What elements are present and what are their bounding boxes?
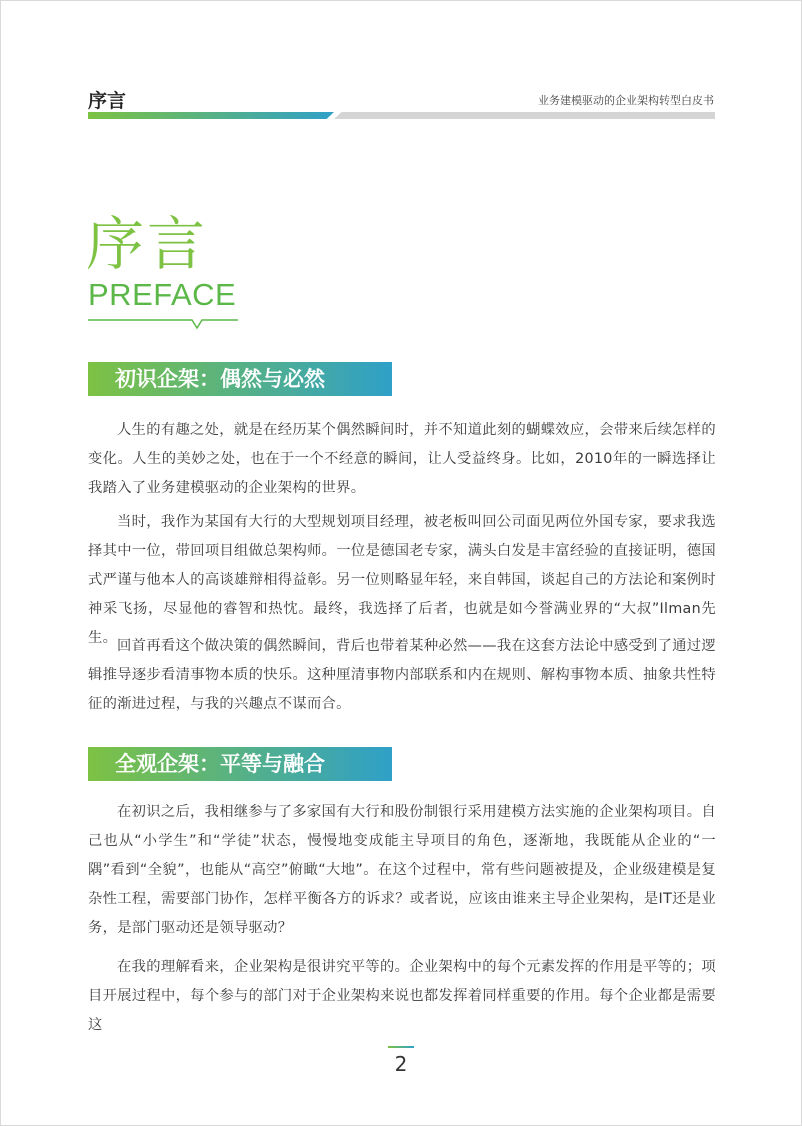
section-2-paragraph-2: 在我的理解看来，企业架构是很讲究平等的。企业架构中的每个元素发挥的作用是平等的；项目开展过程中，每个参与的部门对于企业架构来说也都发挥着同样重要的作用。每个企业都是需要这 [88,959,716,1033]
section-1-paragraph-3: 回首再看这个做决策的偶然瞬间，背后也带着某种必然——我在这套方法论中感受到了通过逻辑推导逐步看清事物本质的快乐。这种厘清事物内部联系和内在规则、解构事物本质、抽象共性特征的渐进过程，与我的兴趣点不谋而合。 [88,638,716,712]
page-number-accent [388,1046,414,1048]
section-heading-1: 初识企架：偶然与必然 [88,362,392,396]
header-divider-bar [334,112,715,119]
section-2-paragraph-1: 在初识之后，我相继参与了多家国有大行和股份制银行采用建模方法实施的企业架构项目。自己也从“小学生”和“学徒”状态，慢慢地变成能主导项目的角色，逐渐地，我既能从企业的“一隅”看到“全貌”，也能从“高空”俯瞰“大地”。在这个过程中，常有些问题被提及，企业级建模是复杂性工程，需要部门协作，怎样平衡各方的诉求？或者说，应该由谁来主导企业架构，是IT还是业务，是部门驱动还是领导驱动？ [88,804,716,936]
page-subtitle: PREFACE [88,277,237,312]
speech-bubble-underline-icon [88,312,240,332]
section-1-paragraph-1: 人生的有趣之处，就是在经历某个偶然瞬间时，并不知道此刻的蝴蝶效应，会带来后续怎样的变化。人生的美妙之处，也在于一个不经意的瞬间，让人受益终身。比如，2010年的一瞬选择让我踏入了业务建模驱动的企业架构的世界。 [88,422,716,496]
page-number: 2 [394,1052,408,1076]
page-title: 序言 [86,210,209,278]
header-subtitle: 业务建模驱动的企业架构转型白皮书 [538,94,714,107]
section-1-paragraph-2: 当时，我作为某国有大行的大型规划项目经理，被老板叫回公司面见两位外国专家，要求我选择其中一位，带回项目组做总架构师。一位是德国老专家，满头白发是丰富经验的直接证明，德国式严谨与他本人的高谈雄辩相得益彰。另一位则略显年轻，来自韩国，谈起自己的方法论和案例时神采飞扬，尽显他的睿智和热忱。最终，我选择了后者，也就是如今誉满业界的“大叔”Ilman先生。 [88,514,716,646]
header-title: 序言 [88,90,127,112]
header-accent-bar [88,112,334,119]
section-heading-2: 全观企架：平等与融合 [88,747,392,781]
